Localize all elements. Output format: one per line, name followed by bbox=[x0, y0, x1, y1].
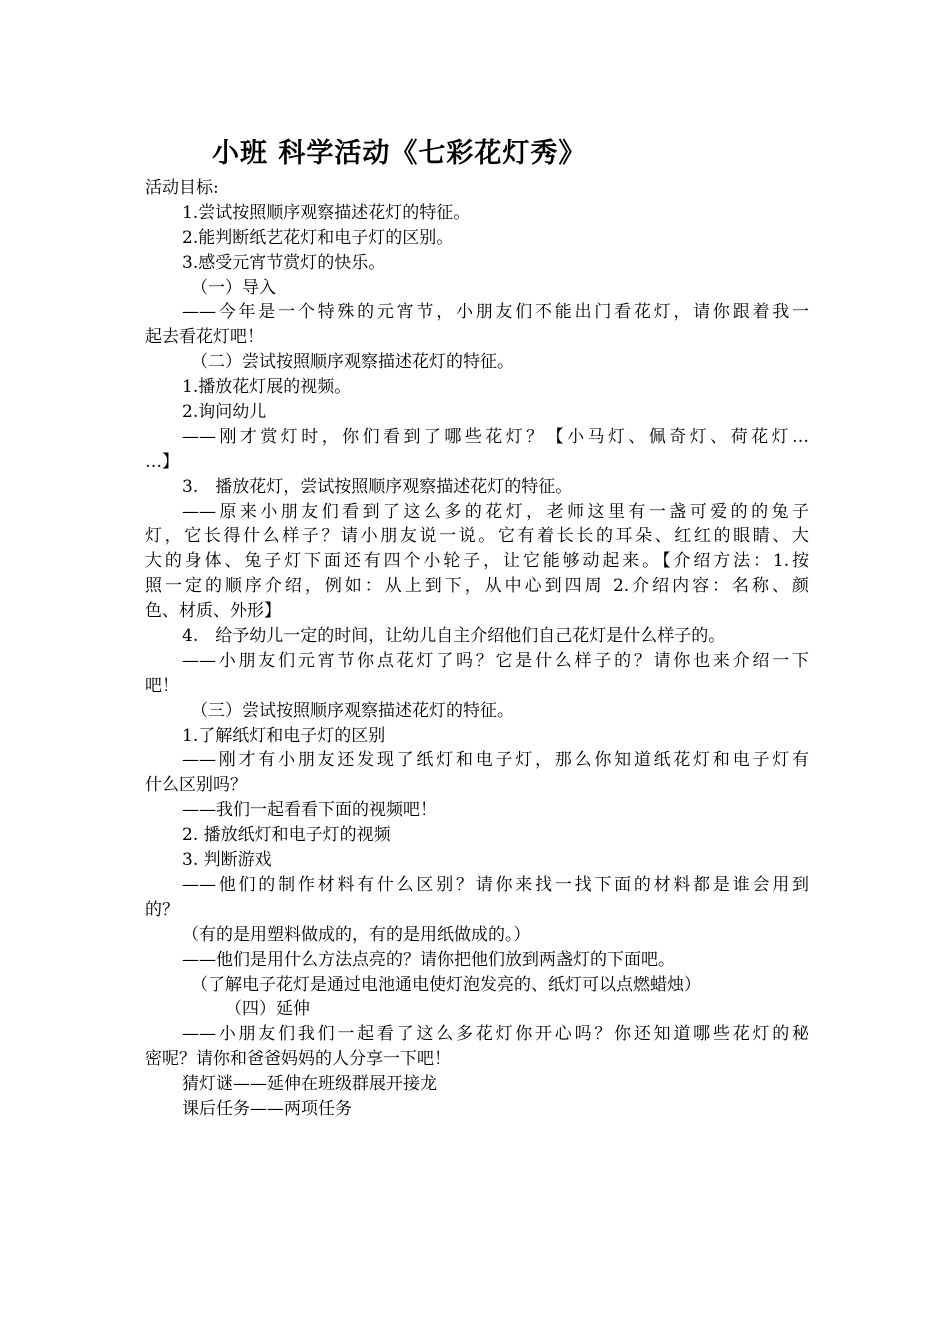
text-line: （三）尝试按照顺序观察描述花灯的特征。 bbox=[191, 700, 514, 721]
text-line: 1.了解纸灯和电子灯的区别 bbox=[182, 725, 386, 746]
text-line: 3. 播放花灯，尝试按照顺序观察描述花灯的特征。 bbox=[182, 476, 573, 497]
text-line: 密呢？请你和爸爸妈妈的人分享一下吧！ bbox=[145, 1049, 451, 1070]
text-line: （一）导入 bbox=[191, 277, 276, 298]
text-line: 课后任务——两项任务 bbox=[182, 1098, 352, 1119]
text-line: 1.尝试按照顺序观察描述花灯的特征。 bbox=[182, 202, 471, 223]
text-line: ——我们一起看看下面的视频吧！ bbox=[182, 800, 437, 821]
text-line: 活动目标: bbox=[145, 178, 219, 198]
text-line: （了解电子花灯是通过电池通电使灯泡发亮的、纸灯可以点燃蜡烛） bbox=[191, 974, 701, 995]
text-line: （有的是用塑料做成的，有的是用纸做成的。） bbox=[182, 924, 531, 945]
text-line: 照一定的顺序介绍，例如：从上到下，从中心到四周 2.介绍内容：名称、颜 bbox=[145, 576, 809, 597]
text-line: ——小朋友们元宵节你点花灯了吗？它是什么样子的？请你也来介绍一下 bbox=[182, 650, 809, 671]
text-line: 灯，它长得什么样子？请小朋友说一说。它有着长长的耳朵、红红的眼睛、大 bbox=[145, 526, 809, 547]
text-line: 2.能判断纸艺花灯和电子灯的区别。 bbox=[182, 227, 454, 248]
text-line: 大的身体、兔子灯下面还有四个小轮子，让它能够动起来。【介绍方法：1.按 bbox=[145, 551, 809, 572]
text-line: 色、材质、外形】 bbox=[145, 601, 281, 622]
text-line: 3. 判断游戏 bbox=[182, 850, 272, 871]
text-line: 什么区别吗？ bbox=[145, 775, 247, 796]
text-line: ——小朋友们我们一起看了这么多花灯你开心吗？你还知道哪些花灯的秘 bbox=[182, 1024, 809, 1045]
text-line: 4. 给予幼儿一定的时间，让幼儿自主介绍他们自己花灯是什么样子的。 bbox=[182, 626, 726, 647]
text-line: 吧！ bbox=[145, 675, 179, 696]
text-line: 1.播放花灯展的视频。 bbox=[182, 377, 352, 398]
text-line: 2.询问幼儿 bbox=[182, 402, 267, 423]
text-line: 2. 播放纸灯和电子灯的视频 bbox=[182, 825, 391, 846]
text-line: 起去看花灯吧！ bbox=[145, 327, 264, 348]
text-line: 3.感受元宵节赏灯的快乐。 bbox=[182, 252, 386, 273]
text-line: ——他们是用什么方法点亮的？请你把他们放到两盏灯的下面吧。 bbox=[182, 949, 675, 970]
text-line: ——他们的制作材料有什么区别？请你来找一找下面的材料都是谁会用到 bbox=[182, 874, 809, 895]
text-line: 的？ bbox=[145, 899, 179, 920]
text-line: ——刚才有小朋友还发现了纸灯和电子灯，那么你知道纸花灯和电子灯有 bbox=[182, 750, 809, 771]
text-line: 猜灯谜——延伸在班级群展开接龙 bbox=[182, 1074, 437, 1095]
text-line: ——刚才赏灯时，你们看到了哪些花灯？【小马灯、佩奇灯、荷花灯… bbox=[182, 426, 809, 447]
document-body bbox=[145, 176, 809, 1122]
document-title: 小班 科学活动《七彩花灯秀》 bbox=[212, 138, 587, 169]
text-line: ——今年是一个特殊的元宵节，小朋友们不能出门看花灯，请你跟着我一 bbox=[182, 302, 809, 323]
text-line: ——原来小朋友们看到了这么多的花灯，老师这里有一盏可爱的的兔子 bbox=[182, 501, 809, 522]
text-line: …】 bbox=[145, 451, 179, 472]
text-line: （二）尝试按照顺序观察描述花灯的特征。 bbox=[191, 352, 514, 373]
text-line: （四）延伸 bbox=[225, 999, 310, 1020]
